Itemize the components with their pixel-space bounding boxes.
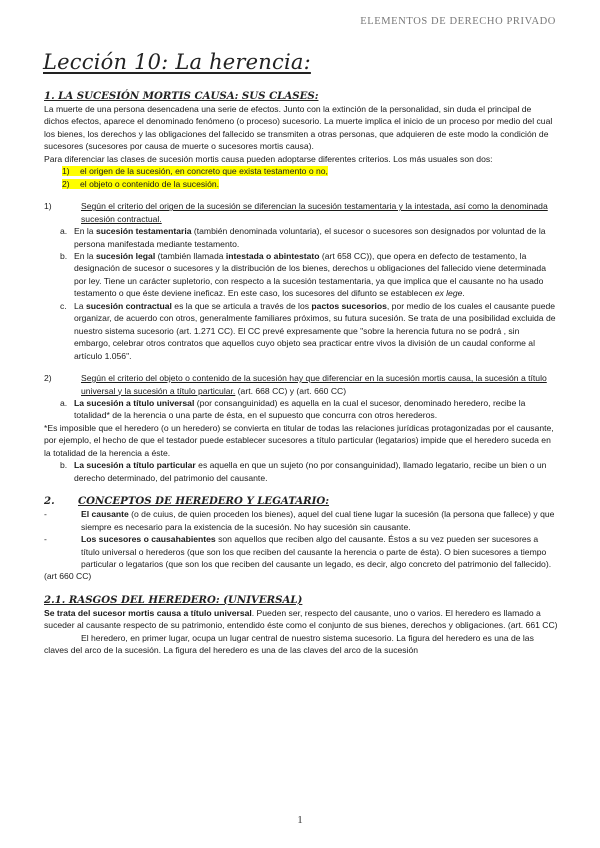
section-1-heading: 1. LA SUCESIÓN MORTIS CAUSA: SUS CLASES: (44, 90, 319, 102)
running-header: ELEMENTOS DE DERECHO PRIVADO (360, 16, 556, 27)
criterion-origin: 1) Según el criterio del origen de la sucesión se diferencian la sucesión testamentaria y la intestada, así como la denominada sucesión contractual. (44, 201, 548, 224)
definition-sucesores: - Los sucesores o causahabientes son aquellos que reciben algo del causante. Éstos a su vez pueden ser sucesores a título universal o herederos (que son los que reciben del causante la herencia o parte de ésta). O bien sucesores a tiempo particular o legatarios (que son los que reciben del causante un legado, es decir, algo concreto del patrimonio del fallecido). (44, 534, 552, 569)
list-item-particular: b. La sucesión a título particular es aquella en que un sujeto (no por consanguinidad), llamado legatario, recibe un bien o un derecho determinado, del patrimonio del causante. (60, 460, 547, 483)
criterion-object: 2) Según el criterio del objeto o contenido de la sucesión hay que diferenciar en la sucesión mortis causa, la sucesión a título universal y la sucesión a título particular. (art. 668 CC) y (art. 660 CC) (44, 373, 547, 396)
section-2-1-heading: 2.1. RASGOS DEL HEREDERO: (UNIVERSAL) (44, 593, 303, 606)
list-item-testamentaria: a. En la sucesión testamentaria (también denominada voluntaria), el sucesor o sucesores son designados por voluntad de la persona manifestada mediante testamento. (60, 226, 546, 249)
section-1-intro: La muerte de una persona desencadena una serie de efectos. Junto con la extinción de la personalidad, sin duda el principal de dichos efectos, aparece el denominado fenómeno (o proceso) sucesorio. La muerte implica el inicio de un proceso por medio del cual los bienes, los derechos y las obligaciones del fallecido se transmiten a otras personas, que adquieren de este modo la condición de sucesores (sucesores por causa de muerte o sucesores mortis causa). (44, 104, 553, 152)
section-2-heading: 2. CONCEPTOS DE HEREDERO Y LEGATARIO: (44, 495, 330, 508)
list-item-universal: a. La sucesión a título universal (por consanguinidad) es aquella en la cual el sucesor, denominado heredero, recibe la totalidad* de la herencia o una parte de ésta, en el supuesto que concurra con otros herederos. (60, 397, 526, 421)
criteria-intro: Para diferenciar las clases de sucesión mortis causa pueden adoptarse diferentes criterios. Los más usuales son dos: (44, 153, 493, 164)
article-reference: (art 660 CC) (44, 571, 92, 582)
criteria-item-1: 1) el origen de la sucesión, en concreto que exista testamento o no, (62, 166, 328, 177)
definition-causante: - El causante (o de cuius, de quien proceden los bienes), aquel del cual tiene lugar la sucesión (la persona que fallece) y que siempre es necesario para la existencia de la sucesión. No hay sucesión sin causante. (44, 509, 555, 532)
footnote-heredero: *Es imposible que el heredero (o un heredero) se convierta en titular de todas las relaciones jurídicas protagonizadas por el causante, por ejemplo, el hecho de que el testador puede establecer sucesores a título particular (legatarios) impide que el heredero suceda en la totalidad de la herencia a éste. (44, 422, 554, 458)
list-item-legal: b. En la sucesión legal (también llamada intestada o abintestato (art 658 CC)), que opera en defecto de testamento, la designación de sucesor o sucesores y la distribución de los bienes, derechos u obligaciones del fallecido viene determinada por ley. Tiene un carácter supletorio, con respecto a la sucesión testamentaria, ya que implica que el causante no ha usado testamento o que éste deviene ineficaz. En este caso, los sucesores del difunto se establecen ex lege. (60, 250, 546, 299)
lesson-title: Lección 10: La herencia: (43, 50, 311, 74)
list-item-contractual: c. La sucesión contractual es la que se articula a través de los pactos sucesorios, por medio de los cuales el causante puede organizar, de acuerdo con otros, generalmente familiares próximos, su futura sucesión. Se trata de una posibilidad excluida de nuestro sistema sucesorio (art. 1.271 CC). El CC prevé expresamente que "sobre la herencia futura no se podrá , sin embargo, celebrar otros contratos que aquellos cuyo objeto sea practicar entre vivos la división de un caudal conforme al artículo 1.056". (60, 300, 556, 361)
heredero-paragraph-1: Se trata del sucesor mortis causa a título universal. Pueden ser, respecto del causante, uno o varios. El heredero es llamado a suceder al causante respecto de su patrimonio, entendido éste como el conjunto de sus bienes, derechos y obligaciones. (art. 661 CC) (44, 607, 558, 631)
heredero-paragraph-2: El heredero, en primer lugar, ocupa un lugar central de nuestro sistema sucesorio. La figura del heredero es una de las claves del arco de la sucesión. La figura del heredero es una de las claves del arco de la sucesión (44, 632, 534, 656)
document-body (44, 89, 558, 657)
criteria-item-2: 2) el objeto o contenido de la sucesión. (62, 178, 220, 189)
page-number: 1 (297, 814, 303, 826)
